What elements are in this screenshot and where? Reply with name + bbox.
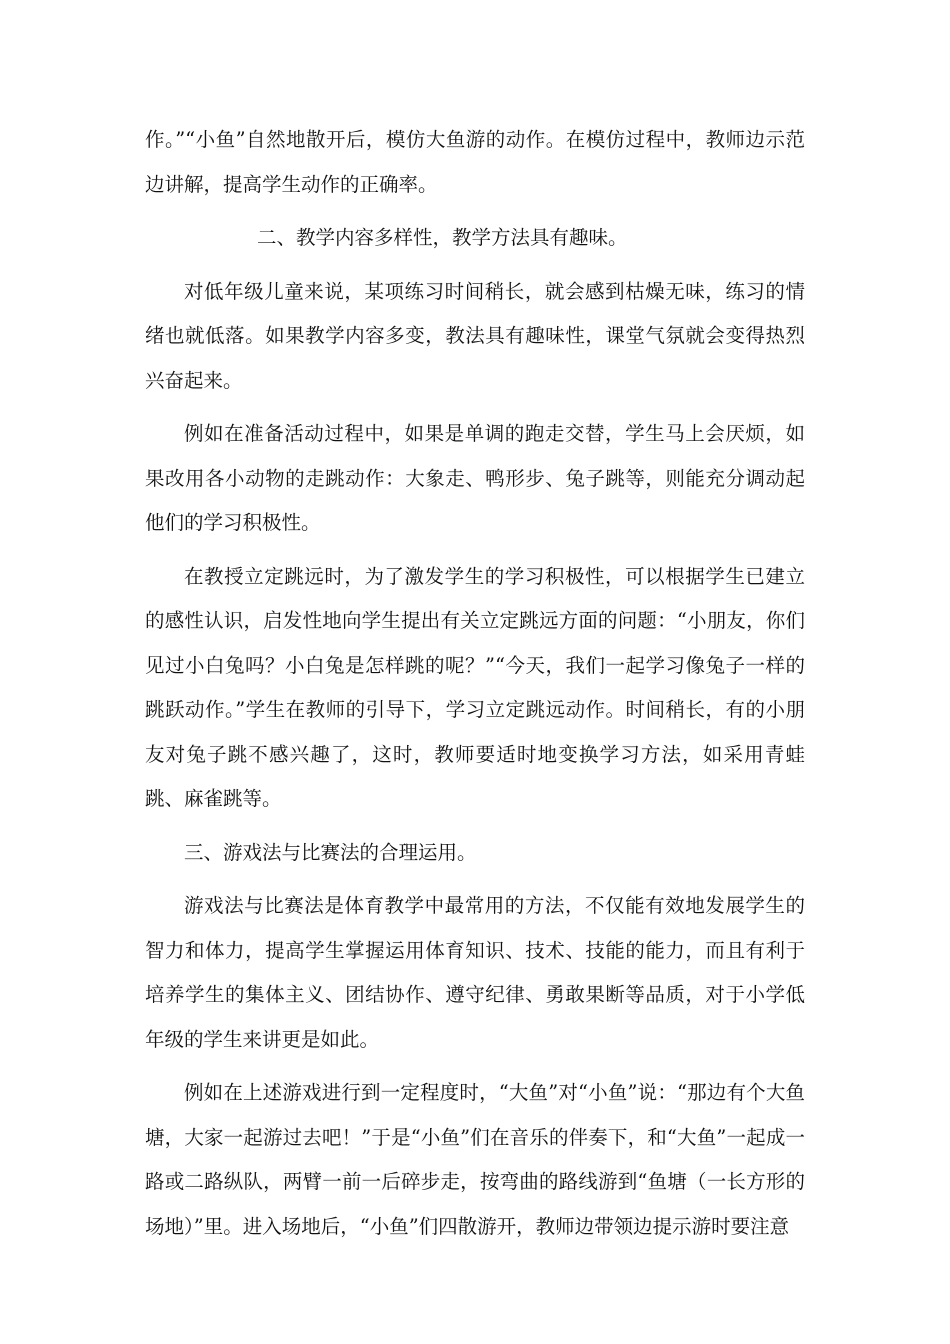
section-heading-3: 三、游戏法与比赛法的合理运用。 — [184, 840, 477, 864]
paragraph: 例如在准备活动过程中，如果是单调的跑走交替，学生马上会厌烦，如果改用各小动物的走跳动作：大象走、鸭形步、兔子跳等，则能充分调动起他们的学习积极性。 — [145, 422, 805, 534]
paragraph: 游戏法与比赛法是体育教学中最常用的方法，不仅能有效地发展学生的智力和体力，提高学生掌握运用体育知识、技术、技能的能力，而且有利于培养学生的集体主义、团结协作、遵守纪律、勇敢果断等品质，对于小学低年级的学生来讲更是如此。 — [145, 894, 805, 1051]
paragraph-continuation: 作。”“小鱼”自然地散开后，模仿大鱼游的动作。在模仿过程中，教师边示范边讲解，提高学生动作的正确率。 — [145, 128, 805, 196]
document-body — [145, 118, 805, 1258]
section-heading-2: 二、教学内容多样性，教学方法具有趣味。 — [257, 226, 628, 249]
paragraph: 对低年级儿童来说，某项练习时间稍长，就会感到枯燥无味，练习的情绪也就低落。如果教学内容多变，教法具有趣味性，课堂气氛就会变得热烈兴奋起来。 — [145, 279, 805, 392]
paragraph: 例如在上述游戏进行到一定程度时，“大鱼”对“小鱼”说：“那边有个大鱼塘，大家一起游过去吧！”于是“小鱼”们在音乐的伴奏下，和“大鱼”一起成一路或二路纵队，两臂一前一后碎步走，按弯曲的路线游到“鱼塘（一长方形的场地）”里。进入场地后，“小鱼”们四散游开，教师边带领边提示游时要注意 — [145, 1081, 805, 1238]
paragraph: 在教授立定跳远时，为了激发学生的学习积极性，可以根据学生已建立的感性认识，启发性地向学生提出有关立定跳远方面的问题：“小朋友，你们见过小白兔吗？小白兔是怎样跳的呢？”“今天，我们一起学习像兔子一样的跳跃动作。”学生在教师的引导下，学习立定跳远动作。时间稍长，有的小朋友对兔子跳不感兴趣了，这时，教师要适时地变换学习方法，如采用青蛙跳、麻雀跳等。 — [145, 564, 805, 810]
